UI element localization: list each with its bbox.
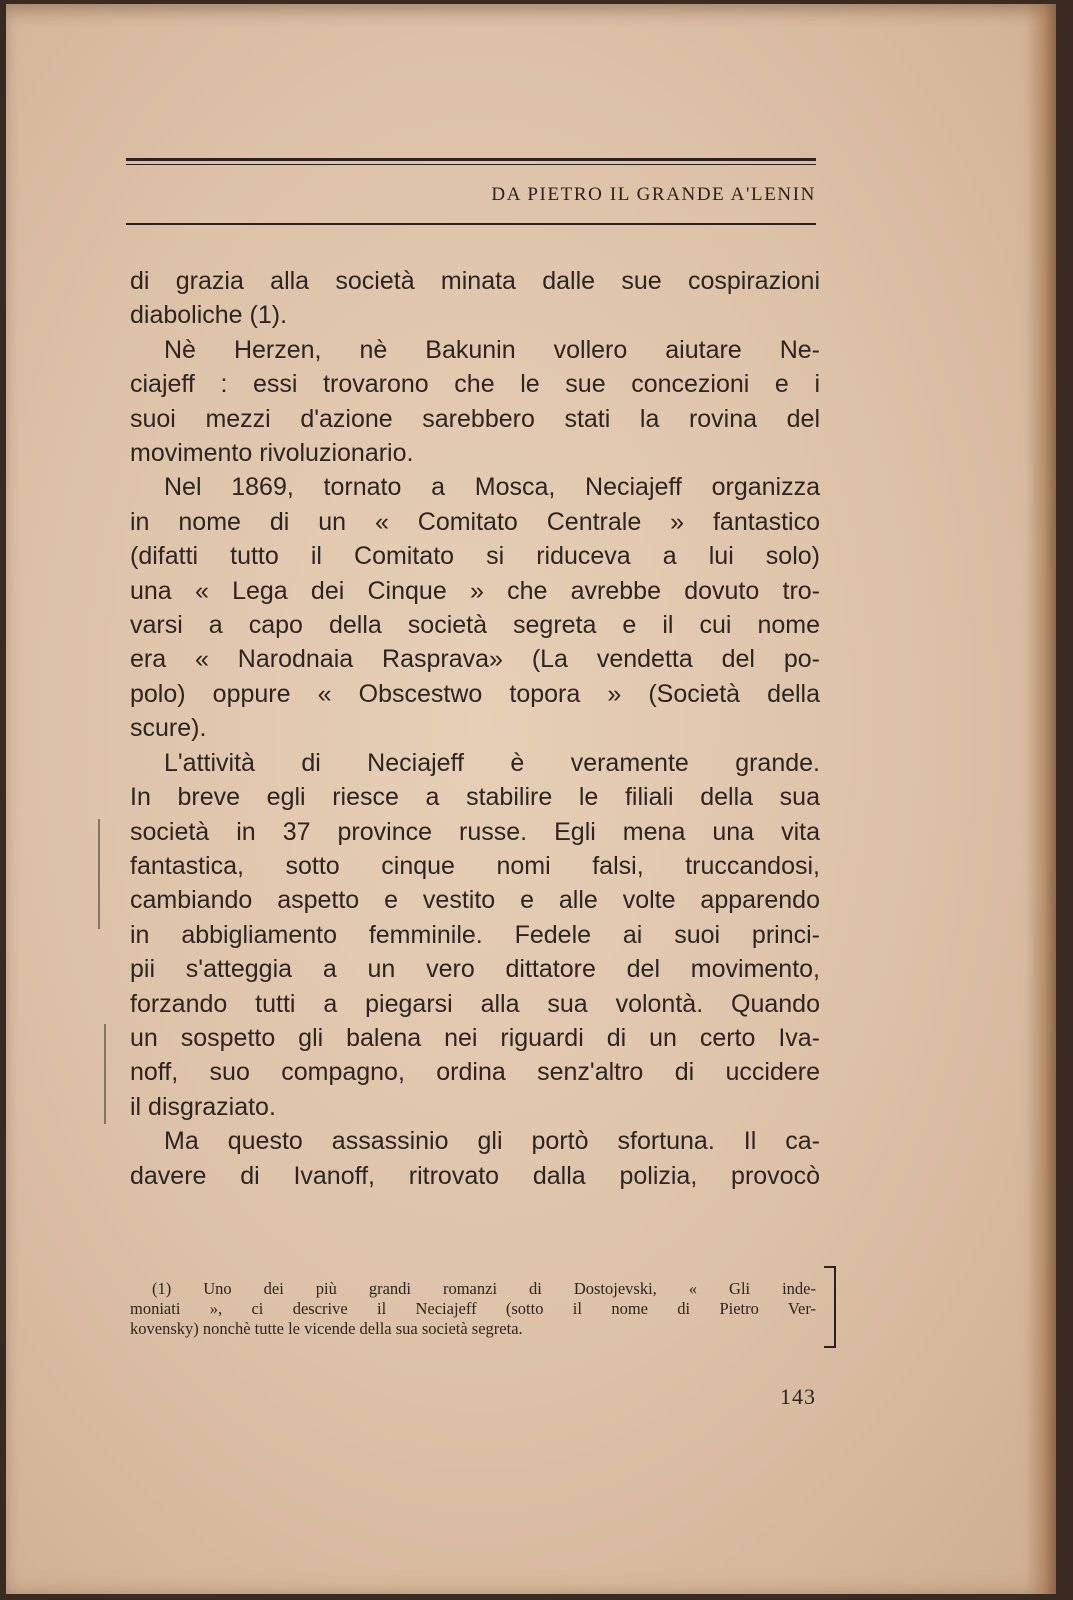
text-line: Nel 1869, tornato a Mosca, Neciajeff organizza [164,473,820,502]
running-head: DA PIETRO IL GRANDE A'LENIN [491,184,816,205]
text-line: forzando tutti a piegarsi alla sua volontà. Quando [130,989,820,1018]
text-line: ciajeff : essi trovarono che le sue concezioni e i [130,370,820,399]
text-line: Nè Herzen, nè Bakunin vollero aiutare Ne- [164,335,820,364]
text-line: noff, suo compagno, ordina senz'altro di uccidere [130,1058,820,1087]
text-line: polo) oppure « Obscestwo topora » (Società della [130,679,820,708]
text-line: movimento rivoluzionario. [130,439,414,468]
text-line: un sospetto gli balena nei riguardi di un certo Iva- [130,1023,820,1052]
page-number: 143 [780,1384,816,1409]
footnote [130,1279,816,1339]
body-text [130,264,820,1193]
header-rule-thick [126,158,816,161]
header-rule-bottom [126,223,816,225]
footnote-bracket-mark [824,1266,836,1348]
footnote-line: moniati », ci descrive il Neciajeff (sotto il nome di Pietro Ver- [130,1299,816,1318]
book-page [6,4,1056,1594]
footnote-line: (1) Uno dei più grandi romanzi di Dostojevski, « Gli inde- [152,1279,816,1298]
header-rule-thin [126,164,816,165]
margin-pencil-mark [98,819,100,929]
text-line: in nome di un « Comitato Centrale » fantastico [130,507,820,536]
page-edge [1026,4,1056,1594]
text-line: cambiando aspetto e vestito e alle volte apparendo [130,886,820,915]
text-line: In breve egli riesce a stabilire le filiali della sua [130,783,820,812]
text-line: società in 37 province russe. Egli mena una vita [130,817,820,846]
text-line: varsi a capo della società segreta e il cui nome [130,611,820,640]
text-line: pii s'atteggia a un vero dittatore del movimento, [130,955,820,984]
footnote-line: kovensky) nonchè tutte le vicende della sua società segreta. [130,1319,523,1338]
text-line: fantastica, sotto cinque nomi falsi, truccandosi, [130,851,820,880]
text-line: una « Lega dei Cinque » che avrebbe dovuto tro- [130,576,820,605]
text-line: scure). [130,714,207,743]
text-line: L'attività di Neciajeff è veramente grande. [164,748,820,777]
text-line: davere di Ivanoff, ritrovato dalla polizia, provocò [130,1161,820,1190]
text-line: suoi mezzi d'azione sarebbero stati la rovina del [130,404,820,433]
text-line: di grazia alla società minata dalle sue cospirazioni [130,267,820,295]
text-line: (difatti tutto il Comitato si riduceva a lui solo) [130,542,820,571]
margin-pencil-mark [104,1024,106,1124]
text-line: diaboliche (1). [130,301,288,330]
text-line: in abbigliamento femminile. Fedele ai suoi princi- [130,920,820,949]
text-line: il disgraziato. [130,1092,276,1121]
text-line: era « Narodnaia Rasprava» (La vendetta del po- [130,645,820,674]
text-line: Ma questo assassinio gli portò sfortuna. Il ca- [164,1127,820,1156]
